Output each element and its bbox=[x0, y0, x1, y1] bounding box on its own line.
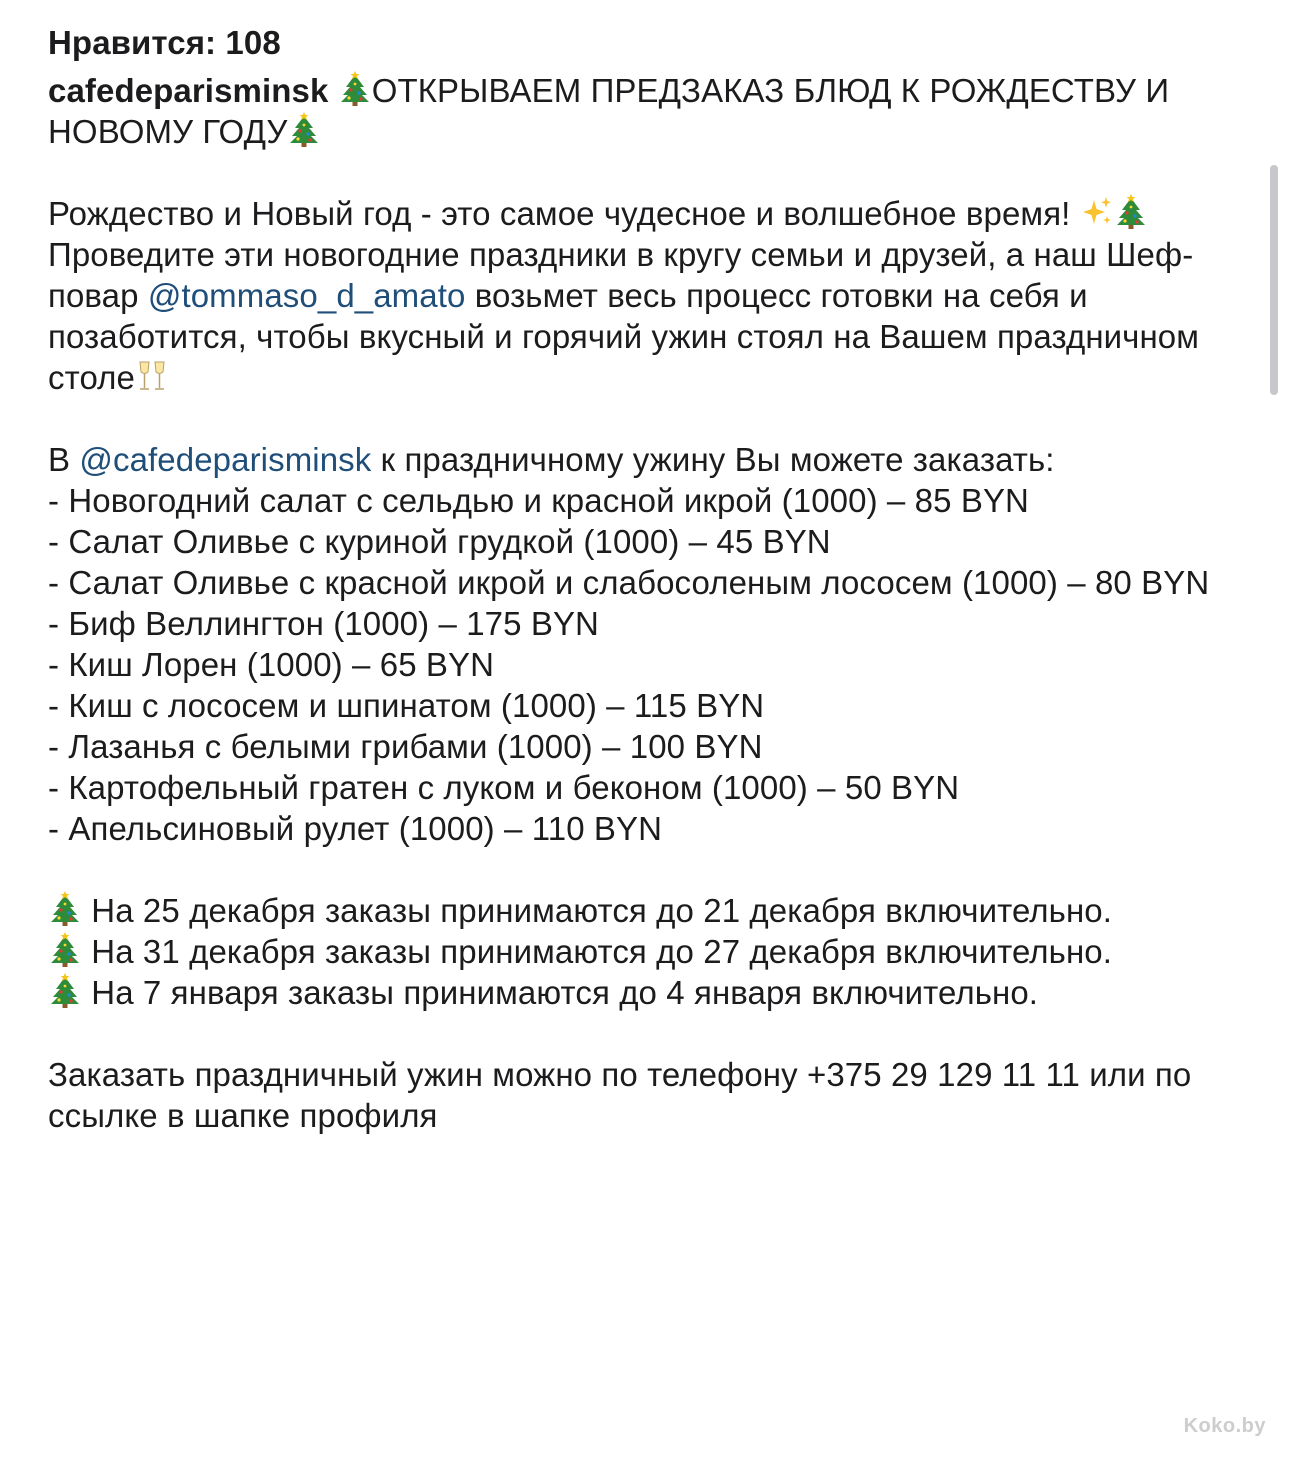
menu-item: - Картофельный гратен с луком и беконом (1000) – 50 BYN bbox=[48, 769, 960, 806]
deadline-item bbox=[48, 972, 1248, 1013]
order-intro bbox=[48, 439, 1248, 480]
menu-item: - Киш с лососем и шпинатом (1000) – 115 BYN bbox=[48, 687, 765, 724]
deadlines-list bbox=[48, 890, 1248, 1013]
sparkles-icon bbox=[1080, 194, 1114, 230]
chef-text-part2: возьмет весь процесс готовки на себя и позаботится, чтобы вкусный и горячий ужин стоял на Вашем праздничном столе bbox=[48, 277, 1200, 396]
christmas-tree-icon bbox=[287, 112, 321, 148]
intro-paragraph bbox=[48, 193, 1248, 234]
deadline-item bbox=[48, 931, 1248, 972]
contact-text: Заказать праздничный ужин можно по телефону +375 29 129 11 11 или по ссылке в шапке профиля bbox=[48, 1056, 1192, 1134]
christmas-tree-icon bbox=[1114, 194, 1148, 230]
christmas-tree-icon bbox=[48, 932, 82, 968]
watermark: Koko.by bbox=[1183, 1415, 1266, 1437]
order-suffix: к праздничному ужину Вы можете заказать: bbox=[371, 441, 1055, 478]
chef-text-part1: Проведите эти новогодние праздники в кругу семьи и друзей, а наш Шеф-повар bbox=[48, 236, 1194, 314]
username-link[interactable]: cafedeparisminsk bbox=[48, 72, 329, 109]
menu-item: - Салат Оливье с красной икрой и слабосоленым лососем (1000) – 80 BYN bbox=[48, 564, 1210, 601]
menu-item: - Апельсиновый рулет (1000) – 110 BYN bbox=[48, 810, 663, 847]
deadline-text: На 7 января заказы принимаются до 4 января включительно. bbox=[91, 974, 1039, 1011]
christmas-tree-icon bbox=[48, 891, 82, 927]
cafe-mention-link[interactable]: @cafedeparisminsk bbox=[79, 441, 372, 478]
menu-item: - Салат Оливье с куриной грудкой (1000) – 45 BYN bbox=[48, 523, 831, 560]
menu-item: - Новогодний салат с сельдью и красной икрой (1000) – 85 BYN bbox=[48, 482, 1029, 519]
deadline-item bbox=[48, 890, 1248, 931]
order-prefix: В bbox=[48, 441, 80, 478]
menu-list bbox=[48, 480, 1248, 849]
likes-count[interactable]: Нравится: 108 bbox=[48, 24, 281, 61]
menu-item: - Биф Веллингтон (1000) – 175 BYN bbox=[48, 605, 599, 642]
christmas-tree-icon bbox=[48, 973, 82, 1009]
deadline-text: На 25 декабря заказы принимаются до 21 декабря включительно. bbox=[91, 892, 1112, 929]
christmas-tree-icon bbox=[338, 71, 372, 107]
intro-text: Рождество и Новый год - это самое чудесное и волшебное время! bbox=[48, 195, 1071, 232]
title-text: ОТКРЫВАЕМ ПРЕДЗАКАЗ БЛЮД К РОЖДЕСТВУ И НОВОМУ ГОДУ bbox=[48, 72, 1170, 150]
chef-mention-link[interactable]: @tommaso_d_amato bbox=[147, 277, 466, 314]
menu-item: - Киш Лорен (1000) – 65 BYN bbox=[48, 646, 495, 683]
chef-paragraph bbox=[48, 234, 1248, 398]
caption-title bbox=[48, 70, 1248, 152]
scrollbar-thumb[interactable] bbox=[1270, 165, 1278, 395]
post-caption bbox=[48, 22, 1248, 1136]
menu-item: - Лазанья с белыми грибами (1000) – 100 BYN bbox=[48, 728, 763, 765]
deadline-text: На 31 декабря заказы принимаются до 27 декабря включительно. bbox=[91, 933, 1112, 970]
champagne-glasses-icon bbox=[135, 358, 169, 394]
